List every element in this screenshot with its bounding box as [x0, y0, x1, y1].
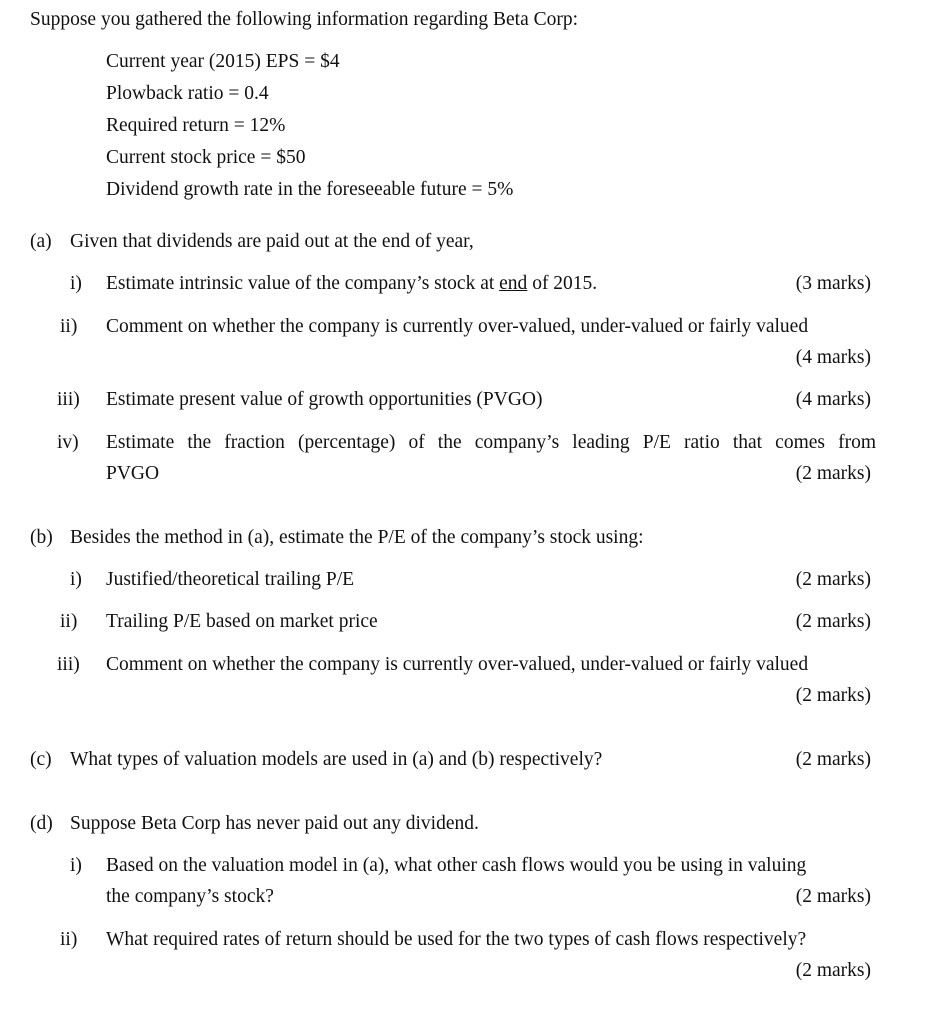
a-ii-label: ii): [60, 316, 78, 337]
info-plowback: Plowback ratio = 0.4: [106, 83, 269, 104]
part-b-text: Besides the method in (a), estimate the P/E of the company’s stock using:: [70, 527, 644, 548]
d-i-text-line1: Based on the valuation model in (a), what other cash flows would you be using in valuing: [106, 855, 807, 876]
d-ii-marks: (2 marks): [795, 960, 871, 981]
b-i-text: Justified/theoretical trailing P/E: [106, 569, 355, 590]
b-iii-text: Comment on whether the company is currently over-valued, under-valued or fairly valued: [106, 654, 809, 675]
a-ii-marks: (4 marks): [795, 347, 871, 368]
d-i-label: i): [70, 855, 82, 876]
info-growth-rate: Dividend growth rate in the foreseeable future = 5%: [106, 179, 514, 200]
intro-text: Suppose you gathered the following information regarding Beta Corp:: [30, 9, 579, 30]
a-iii-marks: (4 marks): [795, 389, 871, 410]
a-iv-marks: (2 marks): [795, 463, 871, 484]
a-i-text-underlined: end: [499, 273, 528, 294]
d-i-marks: (2 marks): [795, 886, 871, 907]
part-d-label: (d): [30, 813, 53, 834]
info-eps: Current year (2015) EPS = $4: [106, 51, 340, 72]
b-ii-label: ii): [60, 611, 78, 632]
b-i-label: i): [70, 569, 82, 590]
a-iii-label: iii): [57, 389, 80, 410]
a-iv-text-line2: PVGO: [106, 463, 160, 484]
c-marks: (2 marks): [795, 749, 871, 770]
part-a-label: (a): [30, 231, 52, 252]
a-iv-label: iv): [57, 432, 79, 453]
part-c-label: (c): [30, 749, 52, 770]
part-b-label: (b): [30, 527, 53, 548]
b-ii-marks: (2 marks): [795, 611, 871, 632]
b-iii-label: iii): [57, 654, 80, 675]
a-i-marks: (3 marks): [795, 273, 871, 294]
info-required-return: Required return = 12%: [106, 115, 286, 136]
a-i-text-pre: Estimate intrinsic value of the company’s stock at: [106, 273, 500, 294]
part-c-text: What types of valuation models are used in (a) and (b) respectively?: [70, 749, 603, 770]
a-i-text: [106, 272, 597, 296]
part-a-text: Given that dividends are paid out at the end of year,: [70, 231, 474, 252]
b-iii-marks: (2 marks): [795, 685, 871, 706]
b-i-marks: (2 marks): [795, 569, 871, 590]
a-iv-text-line1: Estimate the fraction (percentage) of the company’s leading P/E ratio that comes from: [106, 432, 876, 453]
d-i-text-line2: the company’s stock?: [106, 886, 274, 907]
d-ii-label: ii): [60, 929, 78, 950]
part-d-text: Suppose Beta Corp has never paid out any dividend.: [70, 813, 479, 834]
a-iii-text: Estimate present value of growth opportunities (PVGO): [106, 389, 543, 410]
a-i-label: i): [70, 273, 82, 294]
a-ii-text: Comment on whether the company is currently over-valued, under-valued or fairly valued: [106, 316, 809, 337]
d-ii-text: What required rates of return should be used for the two types of cash flows respectively?: [106, 929, 807, 950]
b-ii-text: Trailing P/E based on market price: [106, 611, 378, 632]
a-i-text-post: of 2015.: [527, 273, 598, 294]
info-stock-price: Current stock price = $50: [106, 147, 306, 168]
